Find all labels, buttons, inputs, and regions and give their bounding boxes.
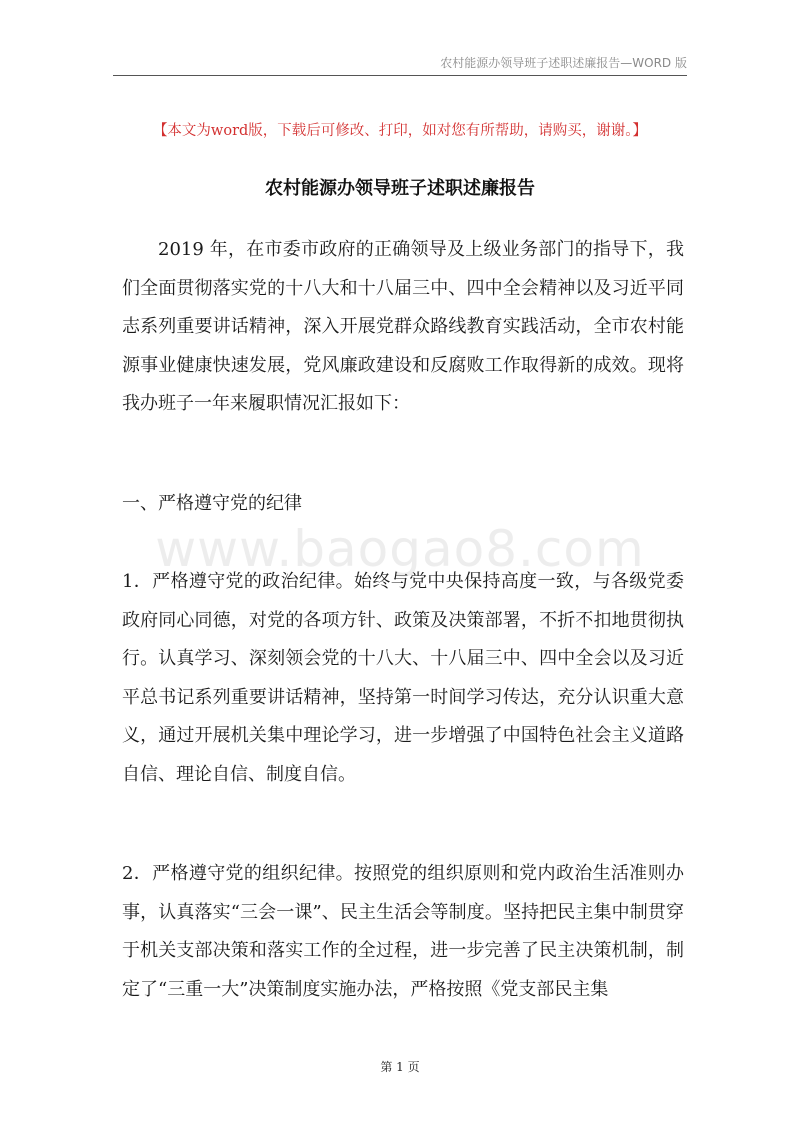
page-number: 第 1 页 xyxy=(380,1060,420,1074)
document-title: 农村能源办领导班子述职述廉报告 xyxy=(265,178,535,199)
purchase-notice: 【本文为word版，下载后可修改、打印，如对您有所帮助，请购买，谢谢。】 xyxy=(152,123,648,139)
section-heading-1: 一、严格遵守党的纪律 xyxy=(122,493,302,514)
header-divider xyxy=(113,75,687,76)
item-paragraph-2: 2．严格遵守党的组织纪律。按照党的组织原则和党内政治生活准则办事，认真落实“三会一课”、民主生活会等制度。坚持把民主集中制贯穿于机关支部决策和落实工作的全过程，进一步完善了民主决策机制，制定了“三重一大”决策制度实施办法，严格按照《党支部民主集 xyxy=(122,863,684,1000)
item-paragraph-1: 1．严格遵守党的政治纪律。始终与党中央保持高度一致，与各级党委政府同心同德，对党的各项方针、政策及决策部署，不折不扣地贯彻执行。认真学习、深刻领会党的十八大、十八届三中、四中全会以及习近平总书记系列重要讲话精神，坚持第一时间学习传达，充分认识重大意义，通过开展机关集中理论学习，进一步增强了中国特色社会主义道路自信、理论自信、制度自信。 xyxy=(122,571,684,785)
running-header: 农村能源办领导班子述职述廉报告—WORD 版 xyxy=(440,56,687,70)
intro-paragraph: 2019 年，在市委市政府的正确领导及上级业务部门的指导下，我们全面贯彻落实党的十八大和十八届三中、四中全会精神以及习近平同志系列重要讲话精神，深入开展党群众路线教育实践活动，全市农村能源事业健康快速发展，党风廉政建设和反腐败工作取得新的成效。现将我办班子一年来履职情况汇报如下： xyxy=(122,239,684,414)
site-watermark: www.baogao8.com xyxy=(155,520,645,578)
